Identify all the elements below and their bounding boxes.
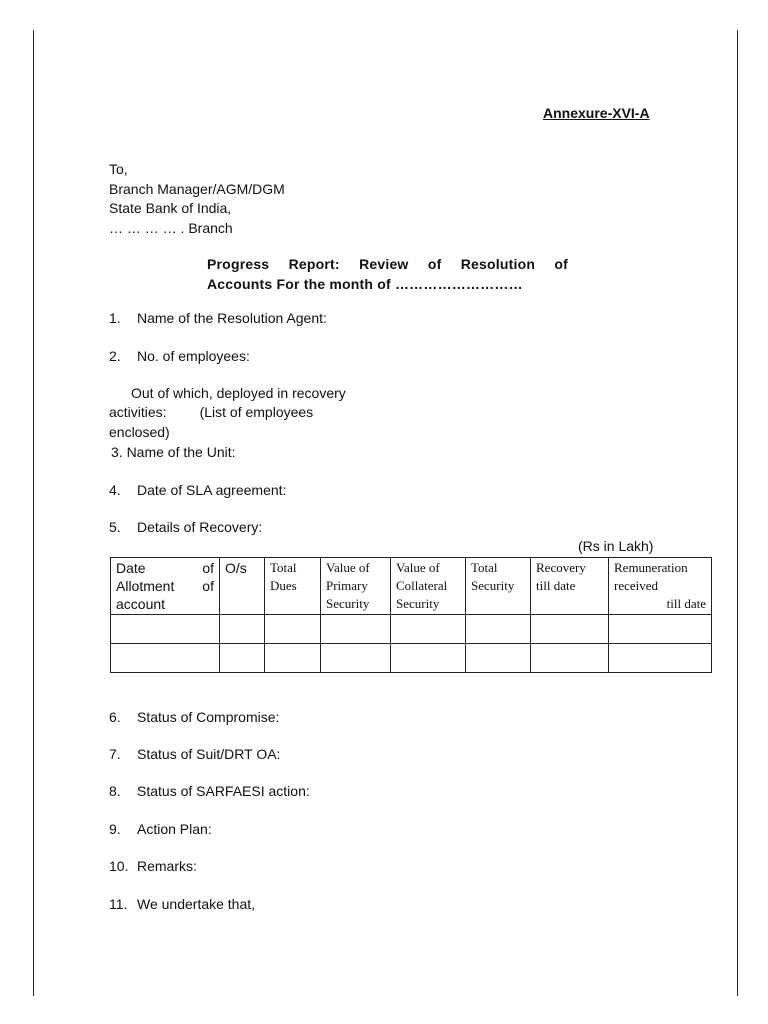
table-row — [111, 644, 712, 673]
table-cell — [220, 615, 265, 644]
header-recovery-till-date — [531, 558, 609, 615]
address-line-3: … … … … . Branch — [109, 219, 233, 236]
header-text: Collateral — [396, 578, 448, 593]
address-line-2: State Bank of India, — [109, 200, 232, 216]
header-text: Value of — [396, 560, 440, 575]
header-total-dues — [265, 558, 321, 615]
header-collateral-security — [391, 558, 466, 615]
header-primary-security — [321, 558, 391, 615]
item-7 — [109, 745, 280, 764]
subject-line-2: Accounts For the month of ……………………… — [207, 276, 523, 292]
header-text: account — [116, 596, 166, 612]
item-number: 4. — [109, 482, 121, 498]
header-text: Security — [471, 578, 515, 593]
table-cell — [531, 615, 609, 644]
table-cell — [609, 615, 712, 644]
header-text: Total — [270, 560, 297, 575]
item-2 — [109, 347, 250, 366]
header-text: Value of — [326, 560, 370, 575]
subject-line-1: Progress Report: Review of Resolution of — [207, 256, 568, 272]
left-margin-line — [33, 30, 34, 996]
item-5 — [109, 518, 262, 537]
header-date-of-allotment — [111, 558, 220, 615]
employees-deployed-line-3: enclosed) — [109, 424, 170, 440]
header-text: O/s — [225, 560, 247, 576]
employees-deployed-line-2 — [109, 403, 313, 422]
item-text: Action Plan: — [137, 821, 212, 837]
item-text: Date of SLA agreement: — [137, 482, 287, 498]
table-cell — [321, 615, 391, 644]
address-line-1: Branch Manager/AGM/DGM — [109, 180, 285, 197]
item-number: 11. — [109, 896, 128, 912]
item-number: 6. — [109, 709, 121, 725]
table-cell — [466, 615, 531, 644]
header-total-security — [466, 558, 531, 615]
item-4 — [109, 481, 286, 500]
employees-list-note: (List of employees — [199, 404, 314, 420]
header-text: Recovery — [536, 560, 586, 575]
item-number: 10. — [109, 858, 129, 874]
table-cell — [609, 644, 712, 673]
item-9 — [109, 820, 212, 839]
table-cell — [220, 644, 265, 673]
units-note: (Rs in Lakh) — [578, 538, 654, 554]
item-11 — [109, 895, 255, 914]
employees-deployed-activities: activities: — [109, 404, 167, 420]
item-text: Status of Suit/DRT OA: — [137, 746, 281, 762]
item-text: Status of SARFAESI action: — [137, 783, 310, 799]
header-text: till date — [666, 596, 706, 611]
table-cell — [391, 615, 466, 644]
header-text: Remuneration — [614, 560, 688, 575]
employees-deployed-line-1: Out of which, deployed in recovery — [131, 385, 346, 401]
annexure-title: Annexure-XVI-A — [543, 105, 650, 121]
item-text: We undertake that, — [137, 896, 256, 912]
recovery-table — [110, 557, 712, 673]
table-cell — [265, 615, 321, 644]
item-number: 8. — [109, 783, 121, 799]
table-cell — [111, 644, 220, 673]
header-text: received — [614, 578, 659, 593]
table-header-row — [111, 558, 712, 615]
table-cell — [321, 644, 391, 673]
header-remuneration — [609, 558, 712, 615]
item-number: 9. — [109, 821, 121, 837]
header-text: Primary — [326, 578, 368, 593]
item-1 — [109, 309, 327, 328]
address-to: To, — [109, 161, 128, 177]
right-margin-line — [737, 30, 738, 996]
table-cell — [531, 644, 609, 673]
item-text: Details of Recovery: — [137, 519, 263, 535]
header-text: Date of — [116, 560, 214, 576]
header-text: Security — [396, 596, 440, 611]
header-text: till date — [536, 578, 576, 593]
item-number: 5. — [109, 519, 121, 535]
item-text: Name of the Resolution Agent: — [137, 310, 327, 326]
item-number: 1. — [109, 310, 121, 326]
item-number: 2. — [109, 348, 121, 364]
item-6 — [109, 708, 279, 727]
subject-heading — [207, 254, 568, 294]
header-os — [220, 558, 265, 615]
header-text: Security — [326, 596, 370, 611]
item-10 — [109, 857, 197, 876]
item-text: Status of Compromise: — [137, 709, 280, 725]
table-cell — [111, 615, 220, 644]
item-8 — [109, 782, 310, 801]
item-text: No. of employees: — [137, 348, 250, 364]
header-text: Allotment of — [116, 578, 214, 594]
item-3: 3. Name of the Unit: — [111, 444, 236, 460]
table-cell — [265, 644, 321, 673]
address-block — [109, 160, 285, 238]
header-text: Total — [471, 560, 498, 575]
header-text: Dues — [270, 578, 297, 593]
item-number: 7. — [109, 746, 121, 762]
table-cell — [466, 644, 531, 673]
item-text: Remarks: — [137, 858, 197, 874]
table-cell — [391, 644, 466, 673]
table-row — [111, 615, 712, 644]
